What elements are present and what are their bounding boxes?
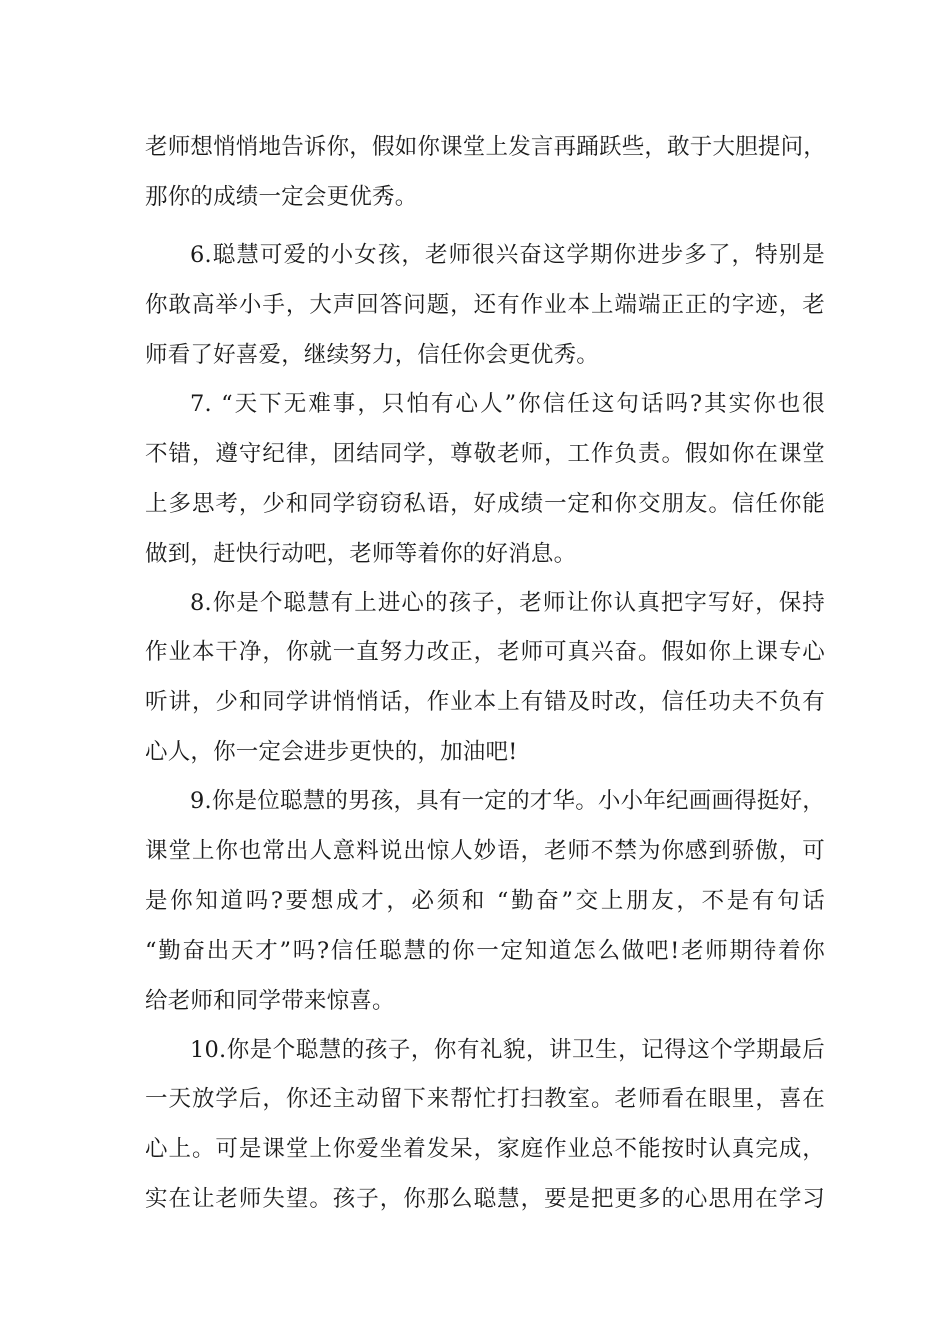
text-line: 作业本干净，你就一直努力改正，老师可真兴奋。假如你上课专心 <box>145 639 825 665</box>
text-line: 那你的成绩一定会更优秀。 <box>145 184 418 210</box>
paragraph-9-start: 9.你是位聪慧的男孩，具有一定的才华。小小年纪画画得挺好， <box>190 788 825 814</box>
text-line: 听讲，少和同学讲悄悄话，作业本上有错及时改，信任功夫不负有 <box>145 689 825 715</box>
text-line: 是你知道吗?要想成才，必须和 “勤奋”交上朋友，不是有句话 <box>145 888 825 914</box>
text-line: 心上。可是课堂上你爱坐着发呆，家庭作业总不能按时认真完成， <box>145 1136 825 1162</box>
text-line: 课堂上你也常出人意料说出惊人妙语，老师不禁为你感到骄傲，可 <box>145 838 825 864</box>
text-line: 老师想悄悄地告诉你，假如你课堂上发言再踊跃些，敢于大胆提问， <box>145 134 827 160</box>
text-line: 给老师和同学带来惊喜。 <box>145 988 395 1014</box>
text-line: 实在让老师失望。孩子，你那么聪慧，要是把更多的心思用在学习 <box>145 1186 825 1212</box>
text-line: 上多思考，少和同学窃窃私语，好成绩一定和你交朋友。信任你能 <box>145 491 825 517</box>
paragraph-8-start: 8.你是个聪慧有上进心的孩子，老师让你认真把字写好，保持 <box>190 590 825 616</box>
text-line: 你敢高举小手，大声回答问题，还有作业本上端端正正的字迹，老 <box>145 292 825 318</box>
text-line: “勤奋出天才”吗?信任聪慧的你一定知道怎么做吧!老师期待着你 <box>145 938 825 964</box>
text-line: 师看了好喜爱，继续努力，信任你会更优秀。 <box>145 342 600 368</box>
paragraph-6-start: 6.聪慧可爱的小女孩，老师很兴奋这学期你进步多了，特别是 <box>190 242 825 268</box>
text-line: 做到，赶快行动吧，老师等着你的好消息。 <box>145 541 577 567</box>
text-line: 心人，你一定会进步更快的，加油吧! <box>145 739 518 765</box>
paragraph-10-start: 10.你是个聪慧的孩子，你有礼貌，讲卫生，记得这个学期最后 <box>190 1037 825 1063</box>
paragraph-7-start: 7. “天下无难事，只怕有心人”你信任这句话吗?其实你也很 <box>190 391 825 417</box>
text-line: 一天放学后，你还主动留下来帮忙打扫教室。老师看在眼里，喜在 <box>145 1086 825 1112</box>
text-line: 不错，遵守纪律，团结同学，尊敬老师，工作负责。假如你在课堂 <box>145 441 825 467</box>
